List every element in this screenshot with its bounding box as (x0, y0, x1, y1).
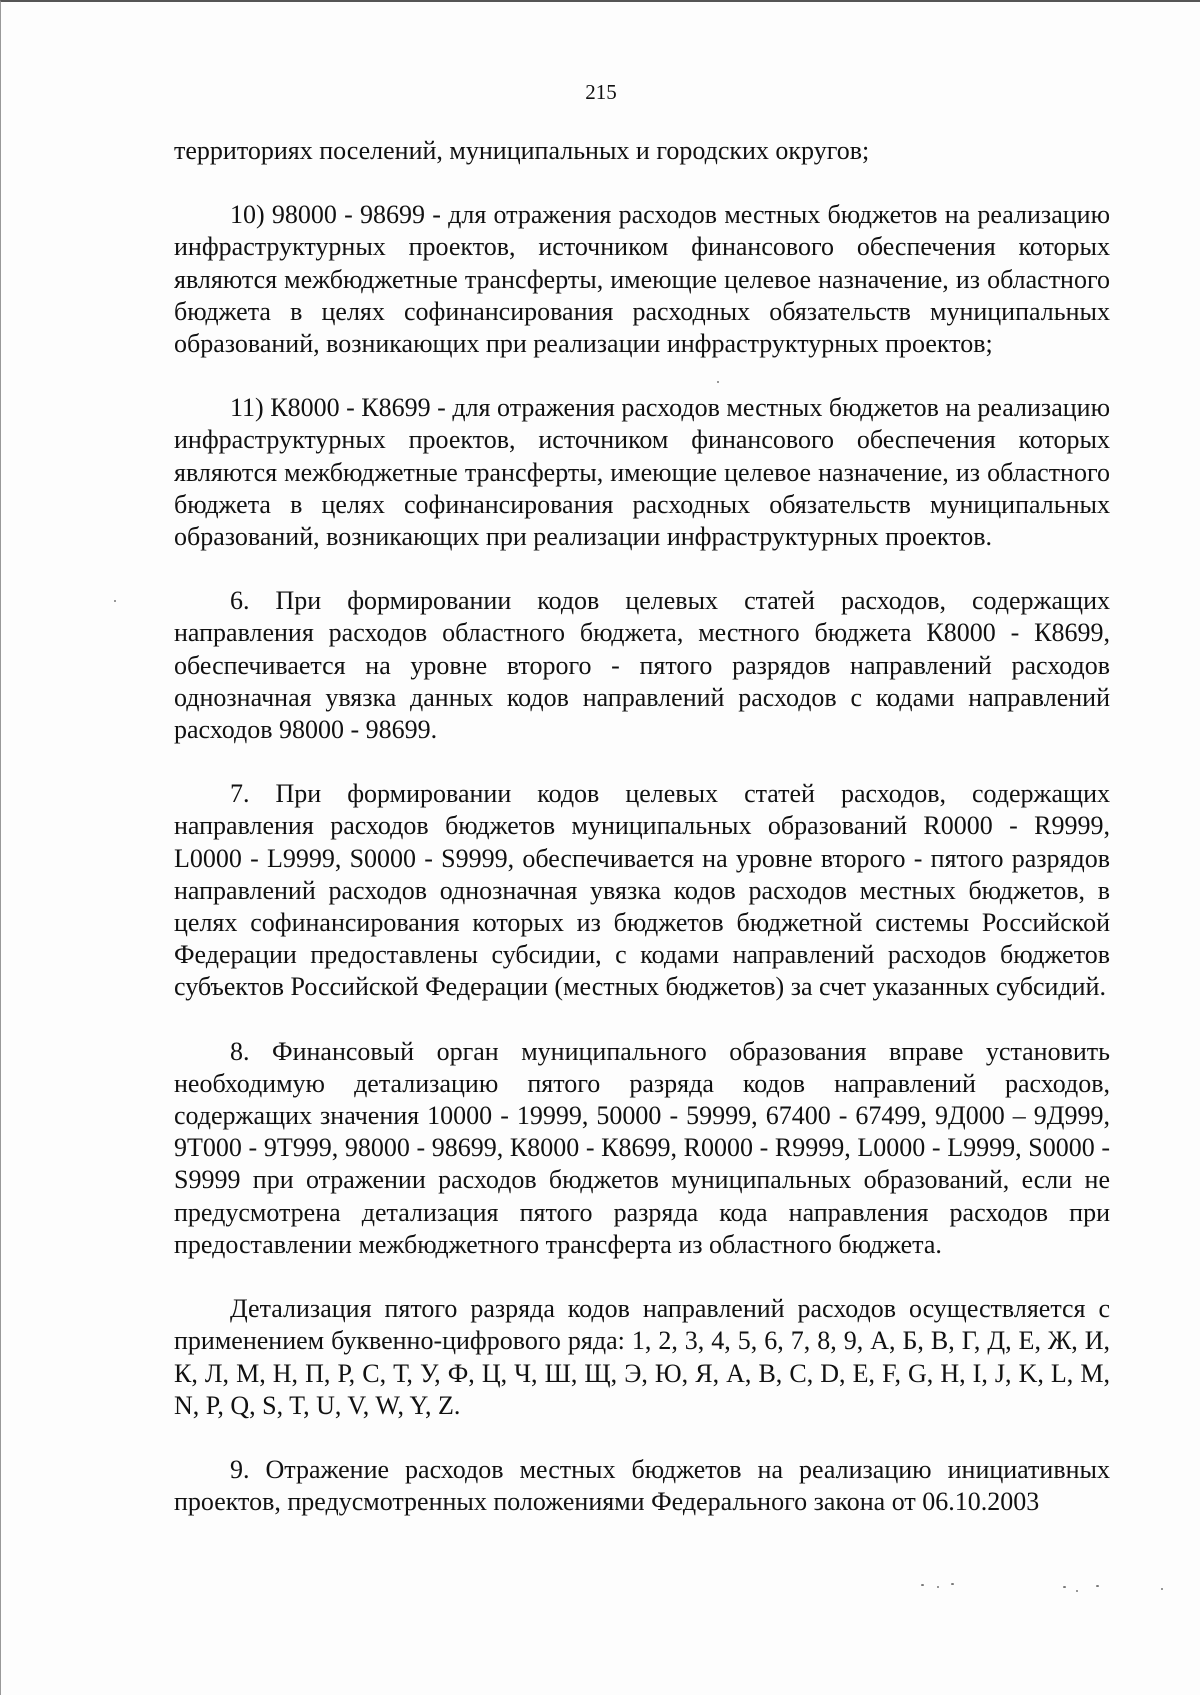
scan-speck (921, 1584, 924, 1586)
scan-speck (1096, 1585, 1099, 1587)
document-body (174, 135, 1110, 1518)
scan-speck (937, 1586, 939, 1588)
scan-speck (1161, 1588, 1163, 1590)
page-number: 215 (585, 80, 617, 104)
scan-speck (1063, 1586, 1066, 1588)
paragraph-clause-7: 7. При формировании кодов целевых статей расходов, содержащих направления расходов бюджетов муниципальных образований R0000 - R9999, L0000 - L9999, S0000 - S9999, обеспечивается на уровне второго - пятого разрядов направлений расходов однозначная увязка кодов расходов местных бюджетов, в целях софинансирования которых из бюджетов бюджетной системы Российской Федерации предоставлены субсидии, с кодами направлений расходов бюджетов субъектов Российской Федерации (местных бюджетов) за счет указанных субсидий. (174, 779, 1110, 1002)
paragraph-item-10: 10) 98000 - 98699 - для отражения расходов местных бюджетов на реализацию инфраструктурных проектов, источником финансового обеспечения которых являются межбюджетные трансферты, имеющие целевое назначение, из областного бюджета в целях софинансирования расходных обязательств муниципальных образований, возникающих при реализации инфраструктурных проектов; (174, 200, 1110, 359)
scan-speck (717, 381, 719, 383)
paragraph-detail-note: Детализация пятого разряда кодов направлений расходов осуществляется с применением буквенно-цифрового ряда: 1, 2, 3, 4, 5, 6, 7, 8, 9, А, Б, В, Г, Д, Е, Ж, И, К, Л, М, Н, П, Р, С, Т, У, Ф, Ц, Ч, Ш, Щ, Э, Ю, Я, A, B, C, D, E, F, G, H, I, J, K, L, M, N, P, Q, S, T, U, V, W, Y, Z. (174, 1294, 1110, 1420)
paragraph-continuation: территориях поселений, муниципальных и городских округов; (174, 136, 870, 165)
paragraph-clause-9: 9. Отражение расходов местных бюджетов на реализацию инициативных проектов, предусмотренных положениями Федерального закона от 06.10.2003 (174, 1454, 1110, 1517)
paragraph-item-11: 11) К8000 - К8699 - для отражения расходов местных бюджетов на реализацию инфраструктурных проектов, источником финансового обеспечения которых являются межбюджетные трансферты, имеющие целевое назначение, из областного бюджета в целях софинансирования расходных обязательств муниципальных образований, возникающих при реализации инфраструктурных проектов. (174, 393, 1110, 552)
scan-speck (1076, 1590, 1078, 1592)
scan-speck (114, 600, 116, 602)
paragraph-clause-8: 8. Финансовый орган муниципального образования вправе установить необходимую детализацию пятого разряда кодов направлений расходов, содержащих значения 10000 - 19999, 50000 - 59999, 67400 - 67499, 9Д000 – 9Д999, 9Т000 - 9Т999, 98000 - 98699, К8000 - К8699, R0000 - R9999, L0000 - L9999, S0000 - S9999 при отражении расходов бюджетов муниципальных образований, если не предусмотрена детализация пятого разряда кода направления расходов при предоставлении межбюджетного трансферта из областного бюджета. (174, 1036, 1110, 1259)
scan-speck (951, 1583, 954, 1585)
paragraph-clause-6: 6. При формировании кодов целевых статей расходов, содержащих направления расходов областного бюджета, местного бюджета К8000 - К8699, обеспечивается на уровне второго - пятого разрядов направлений расходов однозначная увязка данных кодов направлений расходов с кодами направлений расходов 98000 - 98699. (174, 586, 1110, 745)
